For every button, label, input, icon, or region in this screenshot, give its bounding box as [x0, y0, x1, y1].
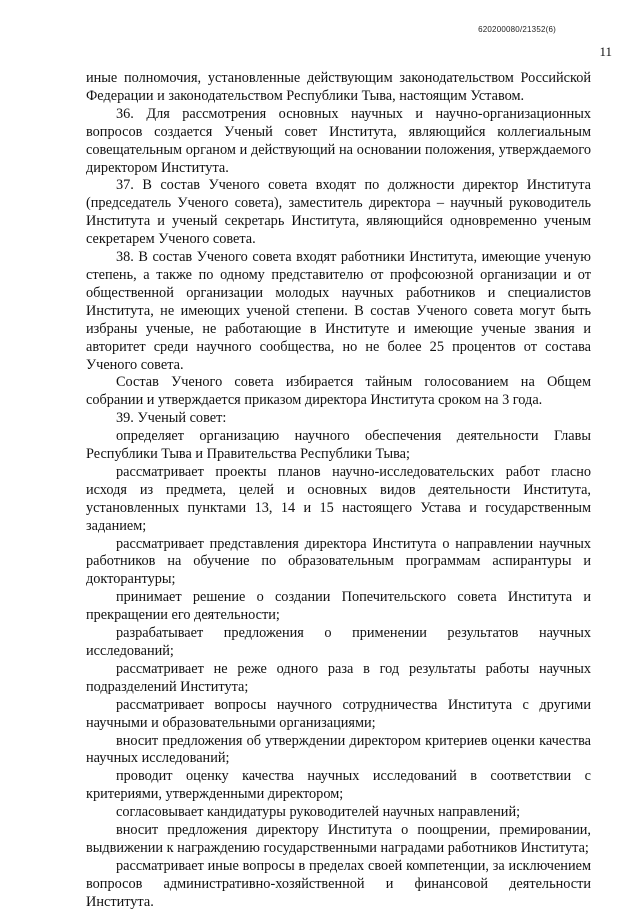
list-item: рассматривает вопросы научного сотрудничества Института с другими научными и образовательными организациями; [86, 696, 591, 731]
list-item: рассматривает не реже одного раза в год результаты работы научных подразделений Института; [86, 660, 591, 695]
list-item: принимает решение о создании Попечительского совета Института и прекращении его деятельности; [86, 589, 591, 624]
list-item: определяет организацию научного обеспечения деятельности Главы Республики Тыва и Правительства Республики Тыва; [86, 428, 591, 463]
page-number: 11 [599, 44, 612, 59]
paragraph-37: 37. В состав Ученого совета входят по должности директор Института (председатель Ученого совета), заместитель директора – научный руководитель Института и ученый секретарь Института, являющийся одновременно ученым секретарем Ученого совета. [86, 177, 591, 248]
list-item: рассматривает представления директора Института о направлении научных работников на обучение по образовательным программам аспирантуры и докторантуры; [86, 535, 591, 588]
document-body [86, 70, 591, 912]
document-id: 620200080/21352(6) [478, 25, 556, 34]
paragraph-council-composition: Состав Ученого совета избирается тайным голосованием на Общем собрании и утверждается приказом директора Института сроком на 3 года. [86, 374, 591, 409]
paragraph-36: 36. Для рассмотрения основных научных и научно-организационных вопросов создается Ученый совет Института, являющийся коллегиальным совещательным органом и действующий на основании положения, утверждаемого директором Института. [86, 105, 591, 176]
paragraph-38: 38. В состав Ученого совета входят работники Института, имеющие ученую степень, а также по одному представителю от профсоюзной организации и от общественной организации молодых научных работников и специалистов Института, не имеющих ученой степени. В состав Ученого совета могут быть избраны ученые, не работающие в Институте и имеющие ученые звания и авторитет среди научного сообщества, но не более 25 процентов от состава Ученого совета. [86, 249, 591, 373]
list-item: вносит предложения директору Института о поощрении, премировании, выдвижении к награждению государственными наградами работников Института; [86, 822, 591, 856]
list-item: проводит оценку качества научных исследований в соответствии с критериями, утвержденными директором; [86, 768, 591, 803]
list-item: рассматривает иные вопросы в пределах своей компетенции, за исключением вопросов административно-хозяйственной и финансовой деятельности Института. [86, 857, 591, 910]
paragraph-continuation: иные полномочия, установленные действующим законодательством Российской Федерации и законодательством Республики Тыва, настоящим Уставом. [86, 70, 591, 104]
list-item: рассматривает проекты планов научно-исследовательских работ гласно исходя из предмета, целей и основных видов деятельности Института, установленных пунктами 13, 14 и 15 настоящего Устава и государственным заданием; [86, 463, 591, 534]
list-item: согласовывает кандидатуры руководителей научных направлений; [116, 804, 521, 821]
paragraph-39: 39. Ученый совет: [116, 410, 227, 427]
list-item: вносит предложения об утверждении директором критериев оценки качества научных исследований; [86, 732, 591, 767]
list-item: разрабатывает предложения о применении результатов научных исследований; [86, 625, 591, 659]
